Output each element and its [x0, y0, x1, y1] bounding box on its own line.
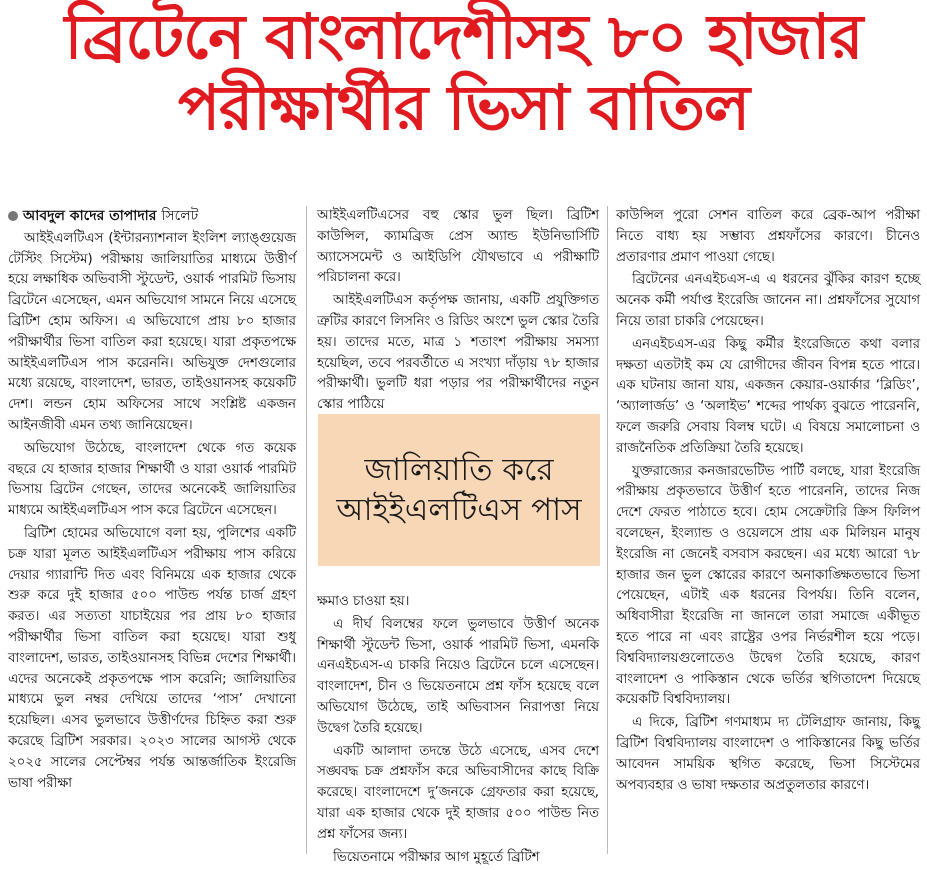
- paragraph: আইইএলটিএস কর্তৃপক্ষ জানায়, একটি প্রযুক্তিগত ত্রুটির কারণে লিসনিং ও রিডিং অংশে ভুল স্কোর তৈরি হয়। তাদের মতে, মাত্র ১ শতাংশ পরীক্ষায় সমস্যা হয়েছিল, তবে পরবর্তীতে এ সংখ্যা দাঁড়ায় ৭৮ হাজার পরীক্ষার্থী। ভুলটি ধরা পড়ার পর পরীক্ষার্থীদের নতুন স্কোর পাঠিয়ে: [317, 293, 599, 413]
- paragraph: ভিয়েতনামে পরীক্ষার আগ মুহূর্তে ব্রিটিশ: [333, 849, 540, 865]
- paragraph: ব্রিটেনের এনএইচএস-এ এ ধরনের ঝুঁকির কারণ হচ্ছে অনেক কর্মী পর্যাপ্ত ইংরেজি জানেন না। প্রশ্নফাঁসের সুযোগ নিয়ে তারা চাকরি পেয়েছেন।: [616, 272, 920, 329]
- paragraph: এ দীর্ঘ বিলম্বের ফলে ভুলভাবে উত্তীর্ণ অনেক শিক্ষার্থী স্টুডেন্ট ভিসা, ওয়ার্ক পারমিট ভিসা, এমনকি এনএইচএস-এ চাকরি নিয়েও ব্রিটেনে চলে এসেছেন। বাংলাদেশ, চীন ও ভিয়েতনামে প্রশ্ন ফাঁস হয়েছে বলে অভিযোগ উঠেছে, তাই অভিবাসন নিরাপত্তা নিয়ে উদ্বেগ তৈরি হয়েছে।: [317, 616, 599, 736]
- byline: [8, 206, 296, 227]
- column-2-top: [317, 206, 599, 418]
- pull-quote-text: জালিয়াতি করে আইইএলটিএস পাস: [336, 452, 582, 528]
- headline-line-2: পরীক্ষার্থীর ভিসা বাতিল: [177, 71, 750, 145]
- byline-location: সিলেট: [161, 208, 199, 224]
- column-3: [616, 206, 920, 798]
- headline: [0, 0, 927, 145]
- paragraph: আইইএলটিএস (ইন্টারন্যাশনাল ইংলিশ ল্যাঙ্গুয়েজ টেস্টিং সিস্টেম) পরীক্ষায় জালিয়াতির মাধ্যমে উত্তীর্ণ হয়ে লক্ষাধিক অভিবাসী স্টুডেন্ট, ওয়ার্ক পারমিট ভিসায় ব্রিটেনে এসেছেন, এমন অভিযোগ সামনে নিয়ে এসেছে ব্রিটিশ হোম অফিস। এ অভিযোগে প্রায় ৮০ হাজার পরীক্ষার্থীর ভিসা বাতিল করা হয়েছে। যারা প্রকৃতপক্ষে আইইএলটিএস পাস করেননি। অভিযুক্ত দেশগুলোর মধ্যে রয়েছে, বাংলাদেশ, ভারত, তাইওয়ানসহ কয়েকটি দেশ। লন্ডন হোম অফিসের সাথে সংশ্লিষ্ট একজন আইনজীবী এমন তথ্য জানিয়েছেন।: [8, 230, 296, 433]
- column-divider: [306, 206, 307, 854]
- paragraph: এনএইচএস-এর কিছু কর্মীর ইংরেজিতে কথা বলার দক্ষতা এতটাই কম যে রোগীদের জীবন বিপন্ন হতে পারে। এক ঘটনায় জানা যায়, একজন কেয়ার-ওয়ার্কার ‘ব্লিডিং’, ‘অ্যালার্জড’ ও ‘অলাইভ’ শব্দের পার্থক্য বুঝতে পারেননি, ফলে জরুরি সেবায় বিলম্ব ঘটে। এ বিষয়ে সমালোচনা ও রাজনৈতিক প্রতিক্রিয়া তৈরি হয়েছে।: [616, 336, 920, 456]
- paragraph: ক্ষমাও চাওয়া হয়।: [317, 594, 410, 609]
- column-1: [8, 206, 296, 796]
- paragraph: একটি আলাদা তদন্তে উঠে এসেছে, এসব দেশে সঙ্ঘবদ্ধ চক্র প্রশ্নফাঁস করে অভিবাসীদের কাছে বিক্রি করেছে। বাংলাদেশে দু’জনকে গ্রেফতার করা হয়েছে, যারা এক হাজার থেকে দুই হাজার ৫০০ পাউন্ড নিত প্রশ্ন ফাঁসের জন্য।: [317, 743, 599, 842]
- column-2-bottom: [317, 592, 599, 870]
- paragraph: ব্রিটিশ হোমের অভিযোগে বলা হয়, পুলিশের একটি চক্র যারা মূলত আইইএলটিএস পরীক্ষায় পাস করিয়ে দেয়ার গ্যারান্টি দিত এবং বিনিময়ে এক হাজার থেকে শুরু করে দুই হাজার ৫০০ পাউন্ড পর্যন্ত চার্জ গ্রহণ করত। এর সত্যতা যাচাইয়ের পর প্রায় ৮০ হাজার পরীক্ষার্থীর ভিসা বাতিল করা হয়েছে। যারা শুধু বাংলাদেশ, ভারত, তাইওয়ানসহ বিভিন্ন দেশের শিক্ষার্থী। এদের অনেকেই প্রকৃতপক্ষে পাস করেনি; জালিয়াতির মাধ্যমে ভুল নম্বর দেখিয়ে তাদের ‘পাস’ দেখানো হয়েছিল। এসব ভুলভাবে উত্তীর্ণদের চিহ্নিত করা শুরু করেছে ব্রিটিশ সরকার। ২০২৩ সালের আগস্ট থেকে ২০২৫ সালের সেপ্টেম্বর পর্যন্ত আন্তর্জাতিক ইংরেজি ভাষা পরীক্ষা: [8, 525, 296, 791]
- paragraph: যুক্তরাজ্যের কনজারভেটিভ পার্টি বলছে, যারা ইংরেজি পরীক্ষায় প্রকৃতভাবে উত্তীর্ণ হতে পারেননি, তাদের নিজ দেশে ফেরত পাঠাতে হবে। হোম সেক্রেটারি ক্রিস ফিলিপ বলেছেন, ইংল্যান্ড ও ওয়েলসে প্রায় এক মিলিয়ন মানুষ ইংরেজি না জেনেই বসবাস করছেন। এর মধ্যে আরো ৭৮ হাজার জন ভুল স্কোরের কারণে অনাকাঙ্ক্ষিতভাবে ভিসা পেয়েছেন, এটাই এক ধরনের বিপর্যয়। তিনি বলেন, অধিবাসীরা ইংরেজি না জানলে তারা সমাজে একীভূত হতে পারে না এবং রাষ্ট্রের ওপর নির্ভরশীল হয়ে পড়ে। বিশ্ববিদ্যালয়গুলোতেও উদ্বেগ তৈরি হয়েছে, কারণ বাংলাদেশ ও পাকিস্তান থেকে ভর্তির স্থগিতাদেশ দিয়েছে কয়েকটি বিশ্ববিদ্যালয়।: [616, 463, 920, 708]
- paragraph: এ দিকে, ব্রিটিশ গণমাধ্যম দ্য টেলিগ্রাফ জানায়, কিছু ব্রিটিশ বিশ্ববিদ্যালয় বাংলাদেশ ও পাকিস্তানের কিছু ভর্তির আবেদন সাময়িক স্থগিত করেছে, ভিসা সিস্টেমের অপব্যবহার ও ভাষা দক্ষতার অপ্রতুলতার কারণে।: [616, 715, 920, 793]
- paragraph: অভিযোগ উঠেছে, বাংলাদেশ থেকে গত কয়েক বছরে যে হাজার হাজার শিক্ষার্থী ও যারা ওয়ার্ক পারমিট ভিসায় ব্রিটেন গেছেন, তাদের অনেকেই জালিয়াতির মাধ্যমে আইইএলটিএস পাস করে ব্রিটেনে এসেছেন।: [8, 440, 296, 519]
- pull-quote: [318, 414, 600, 566]
- bullet-icon: [8, 211, 18, 221]
- paragraph: আইইএলটিএসের বহু স্কোর ভুল ছিল। ব্রিটিশ কাউন্সিল, ক্যামব্রিজ প্রেস অ্যান্ড ইউনিভার্সিটি অ্যাসেসমেন্ট ও আইডিপি যৌথভাবে এ পরীক্ষাটি পরিচালনা করে।: [317, 208, 599, 286]
- column-divider: [607, 206, 608, 854]
- byline-author: আবদুল কাদের তাপাদার: [23, 208, 157, 224]
- paragraph: কাউন্সিল পুরো সেশন বাতিল করে ব্রেক-আপ পরীক্ষা নিতে বাধ্য হয় সম্ভাব্য প্রশ্নফাঁসের কারণে। চীনেও প্রতারণার প্রমাণ পাওয়া গেছে।: [616, 208, 920, 265]
- headline-line-1: ব্রিটেনে বাংলাদেশীসহ ৮০ হাজার: [64, 0, 863, 73]
